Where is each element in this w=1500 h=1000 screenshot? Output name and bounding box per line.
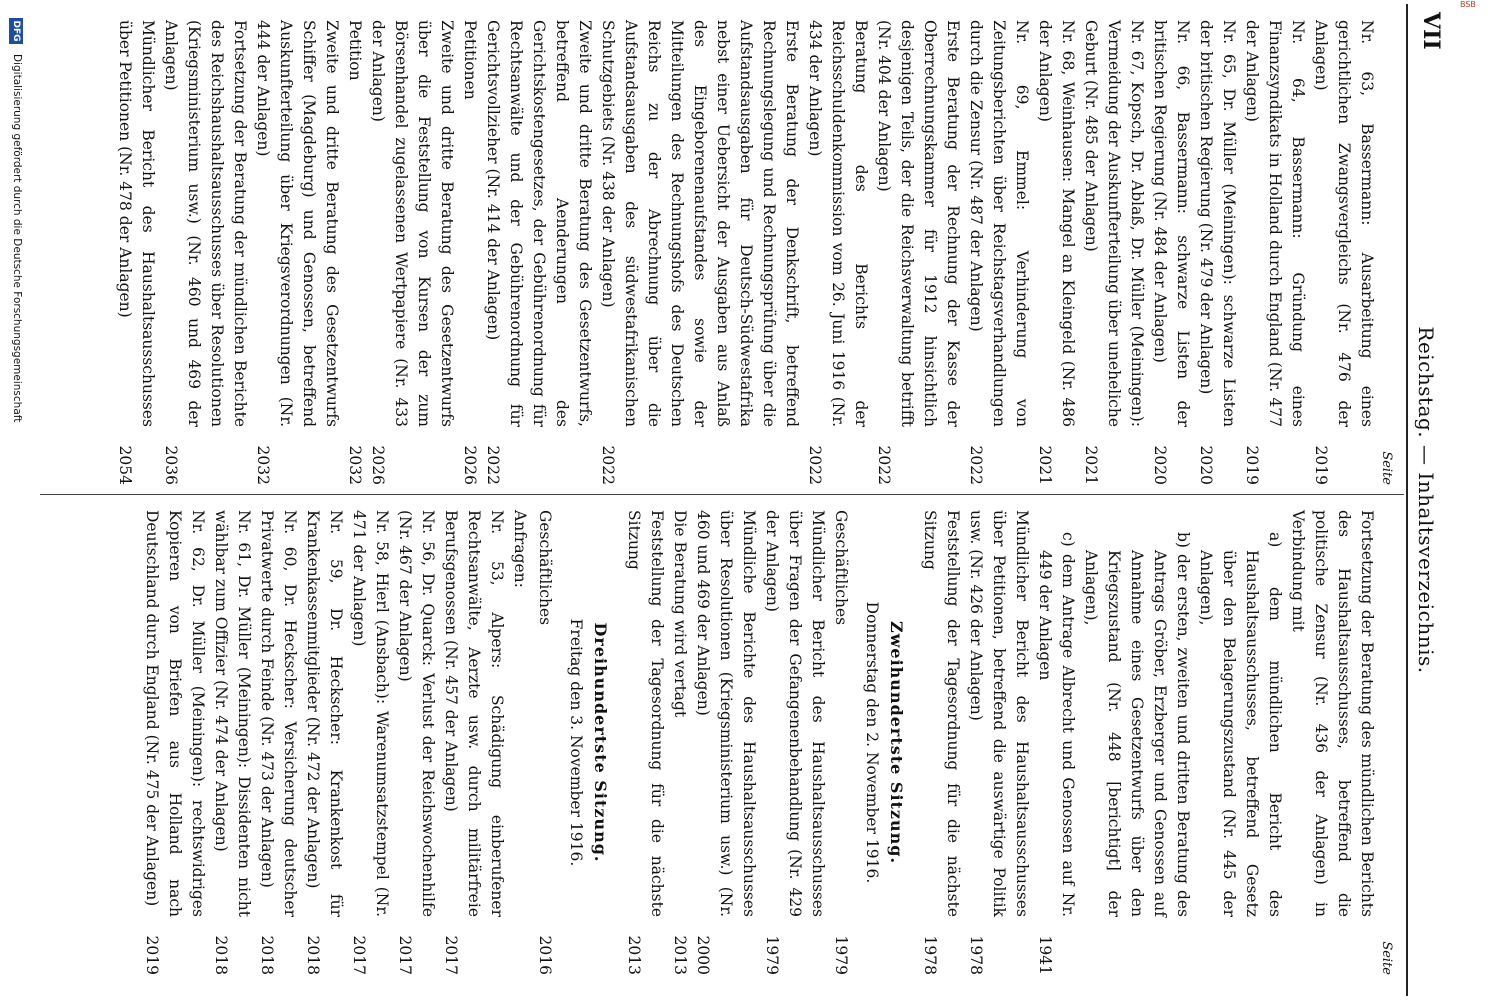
- footer-text: Digitalisierung gefördert durch die Deutsche Forschungsgemeinschaft: [11, 54, 23, 423]
- toc-entry-text: Nr. 60, Dr. Heckscher: Versicherung deutscher Privatwerte durch Feinde (Nr. 473 der Anlagen): [258, 510, 299, 917]
- toc-entry-page: 2018: [212, 935, 230, 975]
- toc-entry-page: 2026: [461, 445, 479, 485]
- toc-entry-page: 2018: [258, 935, 276, 975]
- page-title: Reichstag. — Inhaltsverzeichnis.: [1414, 326, 1438, 674]
- toc-entry-text: Geschäftliches: [832, 510, 850, 626]
- toc-entry: [159, 20, 251, 485]
- toc-entry-text: Nr. 59, Dr. Heckscher: Krankenkost für Krankenkassenmitglieder (Nr. 472 der Anlagen): [304, 510, 345, 917]
- toc-entry-page: 2019: [1243, 445, 1261, 485]
- toc-entry-text: Erste Beratung der Rechnung der Kasse der Oberrechnungskammer für 1912 hinsichtlich desjenigen Teils, der die Reichsverwaltung betrifft (Nr. 404 der Anlagen): [875, 20, 962, 427]
- session-heading: Dreihundertste Sitzung.: [591, 622, 610, 863]
- toc-entry: [301, 510, 347, 975]
- toc-entry-text: Petition: [346, 20, 364, 81]
- toc-entry-page: 2026: [369, 445, 387, 485]
- subsection-label: Anfragen:: [511, 510, 529, 588]
- toc-entry: [872, 20, 964, 485]
- toc-entry-text: a) dem mündlichen Bericht des Haushaltsausschusses, betreffend Gesetz über den Belagerungszustand (Nr. 445 der Anlagen),: [1197, 532, 1284, 917]
- toc-entry: [964, 20, 1033, 485]
- toc-entry-page: 2020: [1151, 445, 1169, 485]
- toc-entry: [803, 20, 872, 485]
- toc-entry-page: 2017: [396, 935, 414, 975]
- toc-entry-page: 2032: [254, 445, 272, 485]
- toc-entry-page: 2036: [162, 445, 180, 485]
- toc-entry-text: Die Beratung wird vertagt: [671, 510, 689, 718]
- toc-entry-page: 1979: [763, 935, 781, 975]
- toc-entry-page: 2013: [671, 935, 689, 975]
- toc-entry-page: 2022: [967, 445, 985, 485]
- toc-entry-text: Zweite und dritte Beratung des Gesetzentwurfs Schiffer (Magdeburg) und Genossen, betreffend Auskunfterteilung über Kriegsverordnungen (Nr. 444 der Anlagen): [254, 20, 341, 427]
- toc-entry-text: Feststellung der Tagesordnung für die nächste Sitzung: [625, 510, 666, 917]
- toc-entry-text: Mündlicher Bericht des Haushaltsausschusses über Petitionen, betreffend die auswärtige Politik usw. (Nr. 426 der Anlagen): [967, 510, 1031, 917]
- toc-entry: [964, 510, 1033, 975]
- toc-entry: [829, 510, 852, 975]
- library-mark: BSB: [1460, 0, 1476, 9]
- toc-entry-text: Mündlicher Bericht des Haushaltsausschusses über Petitionen (Nr. 478 der Anlagen): [116, 20, 157, 427]
- toc-entry-page: 2022: [484, 445, 502, 485]
- header-rule: [1406, 4, 1408, 996]
- toc-entry: [251, 20, 343, 485]
- toc-entry-text: b) der ersten, zweiten und dritten Beratung des Antrags Gröber, Erzberger und Genossen auf Annahme eines Gesetzentwurfs über den Kriegszustand (Nr. 448 [berichtigt] der Anlagen),: [1082, 532, 1192, 917]
- column-divider: [40, 494, 1404, 495]
- toc-entry-page: 2020: [1197, 445, 1215, 485]
- dfg-logo: DFG: [9, 18, 23, 44]
- toc-entry-text: Nr. 56, Dr. Quarck: Verlust der Reichswochenhilfe (Nr. 467 der Anlagen): [396, 510, 437, 917]
- toc-entry: [458, 20, 481, 485]
- toc-entry-text: Nr. 58, Hierl (Ansbach): Warenumsatzstempel (Nr. 471 der Anlagen): [350, 510, 391, 917]
- toc-entry-text: Nr. 67, Kopsch, Dr. Ablaß, Dr. Müller (Meiningen): Vermeidung der Auskunfterteilung über uneheliche Geburt (Nr. 485 der Anlagen): [1082, 20, 1146, 427]
- toc-entry: [596, 20, 803, 485]
- toc-entry-page: 2018: [304, 935, 322, 975]
- toc-entry: [918, 510, 964, 975]
- toc-entry: [1194, 510, 1286, 975]
- toc-entry: [481, 20, 596, 485]
- toc-entry-text: Nr. 65, Dr. Müller (Meiningen): schwarze Listen der britischen Regierung (Nr. 479 der Anlagen): [1197, 20, 1238, 427]
- toc-entry-text: Erste Beratung der Denkschrift, betreffend Rechnungslegung und Rechnungsprüfung über die Aufstandsausgaben für Deutsch-Südwestafrika nebst einer Uebersicht der Ausgaben aus Anlaß des Eingeborenenaufstandes sowie der Mitteilungen des Rechnungshofs des Deutschen Reichs zu der Abrechnung über die Aufstandsausgaben des südwestafrikanischen Schutzgebiets (Nr. 438 der Anlagen): [599, 20, 801, 427]
- toc-entry: [347, 510, 393, 975]
- toc-entry: [760, 510, 829, 975]
- toc-entry-text: Nr. 63, Bassermann: Ausarbeitung eines gerichtlichen Zwangsvergleichs (Nr. 476 der Anlagen): [1312, 20, 1376, 427]
- toc-entry-page: 2022: [875, 445, 893, 485]
- toc-entry: [1240, 20, 1309, 485]
- toc-entry-text: Geschäftliches: [536, 510, 554, 626]
- toc-entry-page: 1978: [921, 935, 939, 975]
- toc-entry-text: Nr. 61, Dr. Müller (Meiningen): Dissidenten nicht wählbar zum Offizier (Nr. 474 der Anlagen): [212, 510, 253, 917]
- toc-entry-page: 1979: [832, 935, 850, 975]
- toc-entry-page: 1978: [967, 935, 985, 975]
- toc-entry: [255, 510, 301, 975]
- toc-column-right: [140, 510, 1398, 975]
- toc-entry: [209, 510, 255, 975]
- toc-entry-page: 2013: [625, 935, 643, 975]
- toc-entry-page: 2019: [143, 935, 161, 975]
- toc-entry-page: 2021: [1036, 445, 1054, 485]
- toc-entry-text: Nr. 53, Alpers: Schädigung einberufener Rechtsanwälte, Aerzte usw. durch militärfreie Berufsgenossen (Nr. 457 der Anlagen): [442, 510, 506, 917]
- toc-entry: [1079, 510, 1194, 975]
- toc-entry-text: Nr. 68, Weinhausen: Mangel an Kleingeld (Nr. 486 der Anlagen): [1036, 20, 1077, 427]
- toc-entry: [1194, 20, 1240, 485]
- toc-entry-page: 2016: [536, 935, 554, 975]
- page-number: VII: [1418, 12, 1444, 50]
- toc-entry: [343, 20, 366, 485]
- toc-entry: [1033, 510, 1079, 975]
- toc-entry-text: Mündliche Berichte des Haushaltsausschusses über Resolutionen (Kriegsministerium usw.) (Nr. 460 und 469 der Anlagen): [694, 510, 758, 917]
- toc-entry-page: 2000: [694, 935, 712, 975]
- toc-entry-page: 2032: [346, 445, 364, 485]
- toc-column-left: [113, 20, 1398, 485]
- toc-entry: [622, 510, 668, 975]
- toc-entry: [1286, 510, 1378, 975]
- toc-entry: [533, 510, 556, 975]
- toc-entry: [439, 510, 508, 975]
- toc-entry-text: Nr. 64, Bassermann: Gründung eines Finanzsyndikats in Holland durch England (Nr. 477 der Anlagen): [1243, 20, 1307, 427]
- toc-entry: [668, 510, 691, 975]
- toc-entry-page: 2021: [1082, 445, 1100, 485]
- toc-entry-text: Fortsetzung der Beratung des mündlichen Berichts des Haushaltsausschusses, betreffend die politische Zensur (Nr. 436 der Anlagen) in Verbindung mit: [1289, 510, 1376, 917]
- toc-entry-page: 1941: [1036, 935, 1054, 975]
- toc-entry-text: Petitionen: [461, 20, 479, 100]
- toc-entry-text: Nr. 62, Dr. Müller (Meiningen): rechtswidriges Kopieren von Briefen aus Holland nach Deutschland durch England (Nr. 475 der Anlagen): [143, 510, 207, 917]
- toc-entry: [366, 20, 458, 485]
- toc-entry-text: Beratung des Berichts der Reichsschuldenkommission vom 26. Juni 1916 (Nr. 434 der Anlagen): [806, 20, 870, 427]
- toc-entry: [140, 510, 209, 975]
- toc-entry-text: Nr. 69, Emmel: Verhinderung von Zeitungsberichten über Reichstagsverhandlungen durch die Zensur (Nr. 487 der Anlagen): [967, 20, 1031, 427]
- toc-entry-page: 2017: [442, 935, 460, 975]
- toc-entry-page: 2054: [116, 445, 134, 485]
- seite-heading: Seite: [1379, 941, 1394, 975]
- session-date: Freitag den 3. November 1916.: [567, 618, 585, 867]
- toc-entry: [1309, 20, 1378, 485]
- toc-entry-page: 2022: [806, 445, 824, 485]
- toc-entry: [1148, 20, 1194, 485]
- toc-entry-text: Zweite und dritte Beratung des Gesetzentwurfs, betreffend Aenderungen des Gerichtskostengesetzes, der Gebührenordnung für Rechtsanwälte und der Gebührenordnung für Gerichtsvollzieher (Nr. 414 der Anlagen): [484, 20, 594, 427]
- toc-entry: [393, 510, 439, 975]
- toc-entry-page: 2019: [1312, 445, 1330, 485]
- toc-entry-text: c) dem Antrage Albrecht und Genossen auf Nr. 449 der Anlagen: [1036, 532, 1077, 917]
- toc-entry: [113, 20, 159, 485]
- session-date: Donnerstag den 2. November 1916.: [863, 601, 881, 884]
- toc-entry-text: Zweite und dritte Beratung des Gesetzentwurfs über die Feststellung von Kursen der zum Börsenhandel zugelassenen Wertpapiere (Nr. 433 der Anlagen): [369, 20, 456, 427]
- toc-entry-page: 2017: [350, 935, 368, 975]
- toc-entry-page: 2022: [599, 445, 617, 485]
- toc-entry: [1079, 20, 1148, 485]
- toc-entry-text: Mündlicher Bericht des Haushaltsausschusses über Fragen der Gefangenenbehandlung (Nr. 429 der Anlagen): [763, 510, 827, 917]
- toc-entry-text: Feststellung der Tagesordnung für die nächste Sitzung: [921, 510, 962, 917]
- toc-entry: [691, 510, 760, 975]
- page-header: [1410, 0, 1452, 1000]
- seite-heading: Seite: [1379, 451, 1394, 485]
- toc-entry: [1033, 20, 1079, 485]
- toc-entry-text: Fortsetzung der Beratung der mündlichen Berichte des Reichshaushaltsausschusses über Resolutionen (Kriegsministerium usw.) (Nr. 460 und 469 der Anlagen): [162, 20, 249, 427]
- toc-entry-text: Nr. 66, Bassermann: schwarze Listen der britischen Regierung (Nr. 484 der Anlagen): [1151, 20, 1192, 427]
- session-heading: Zweihundertste Sitzung.: [887, 620, 906, 865]
- digitization-footer: [4, 0, 26, 1000]
